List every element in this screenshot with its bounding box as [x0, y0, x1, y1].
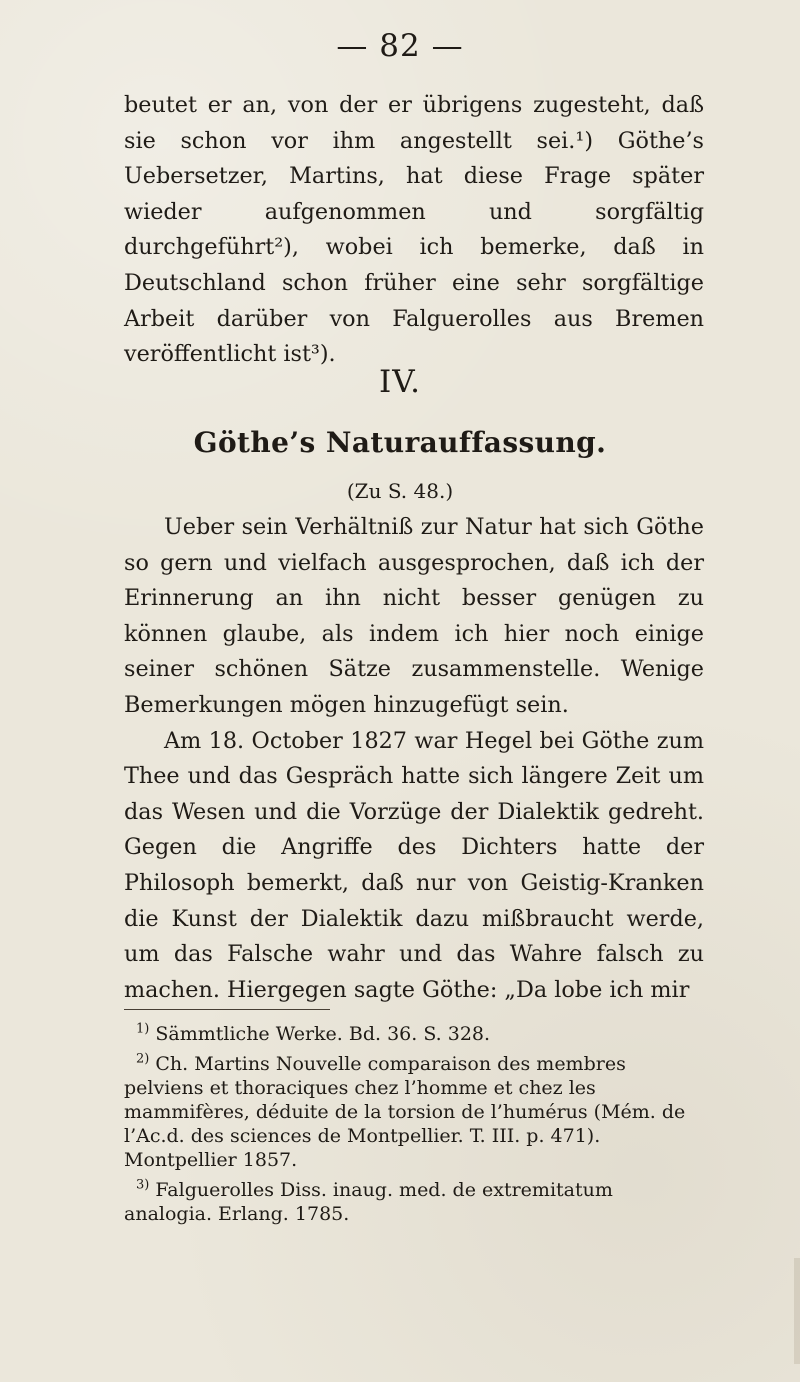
- footnote-text: Sämmtliche Werke. Bd. 36. S. 328.: [155, 1023, 491, 1045]
- footnote-marker: 2): [136, 1051, 150, 1067]
- top-paragraph: beutet er an, von der er übrigens zugesteht, daß sie schon vor ihm angestellt sei.¹) Göthe’s Uebersetzer, Martins, hat diese Frage später wieder aufgenommen und sorgfältig durchgeführt²), wobei ich bemerke, daß in Deutschland schon früher eine sehr sorgfältige Arbeit darüber von Falguerolles aus Bremen veröffentlicht ist³).: [124, 92, 704, 368]
- footnote-marker: 1): [136, 1021, 150, 1037]
- section-reference: (Zu S. 48.): [346, 479, 454, 503]
- footnote-text: Ch. Martins Nouvelle comparaison des membres pelviens et thoraciques chez l’homme et chez les mammifères, déduite de la torsion de l’humérus (Mém. de l’Ac.d. des sciences de Montpellier. T. III. p. 471). Montpellier 1857.: [124, 1053, 686, 1171]
- footnote-marker: 3): [136, 1177, 150, 1193]
- footnote-text: Falguerolles Diss. inaug. med. de extremitatum analogia. Erlang. 1785.: [124, 1179, 613, 1225]
- page-number: — 82 —: [336, 28, 464, 64]
- footnotes: [124, 1022, 704, 1232]
- body-paragraph-1: Ueber sein Verhältniß zur Natur hat sich Göthe so gern und vielfach ausgesprochen, daß ich der Erinnerung an ihn nicht besser genügen zu können glaube, als indem ich hier noch einige seiner schönen Sätze zusammenstelle. Wenige Bemerkungen mögen hinzugefügt sein.: [124, 514, 704, 718]
- footnote-2: [124, 1052, 704, 1172]
- section-number: IV.: [378, 364, 422, 400]
- body-paragraph-2: Am 18. October 1827 war Hegel bei Göthe zum Thee und das Gespräch hatte sich längere Zeit um das Wesen und die Vorzüge der Dialektik gedreht. Gegen die Angriffe des Dichters hatte der Philosoph bemerkt, daß nur von Geistig-Kranken die Kunst der Dialektik dazu mißbraucht werde, um das Falsche wahr und das Wahre falsch zu machen. Hiergegen sagte Göthe: „Da lobe ich mir: [124, 727, 704, 1003]
- footnote-divider: [124, 1009, 330, 1010]
- section-title: Göthe’s Naturauffassung.: [193, 426, 607, 459]
- footnote-1: [124, 1022, 704, 1046]
- scan-edge-shadow: [794, 1258, 800, 1364]
- continued-paragraph: [124, 88, 704, 373]
- section-body: [124, 510, 704, 1008]
- footnote-3: [124, 1178, 704, 1226]
